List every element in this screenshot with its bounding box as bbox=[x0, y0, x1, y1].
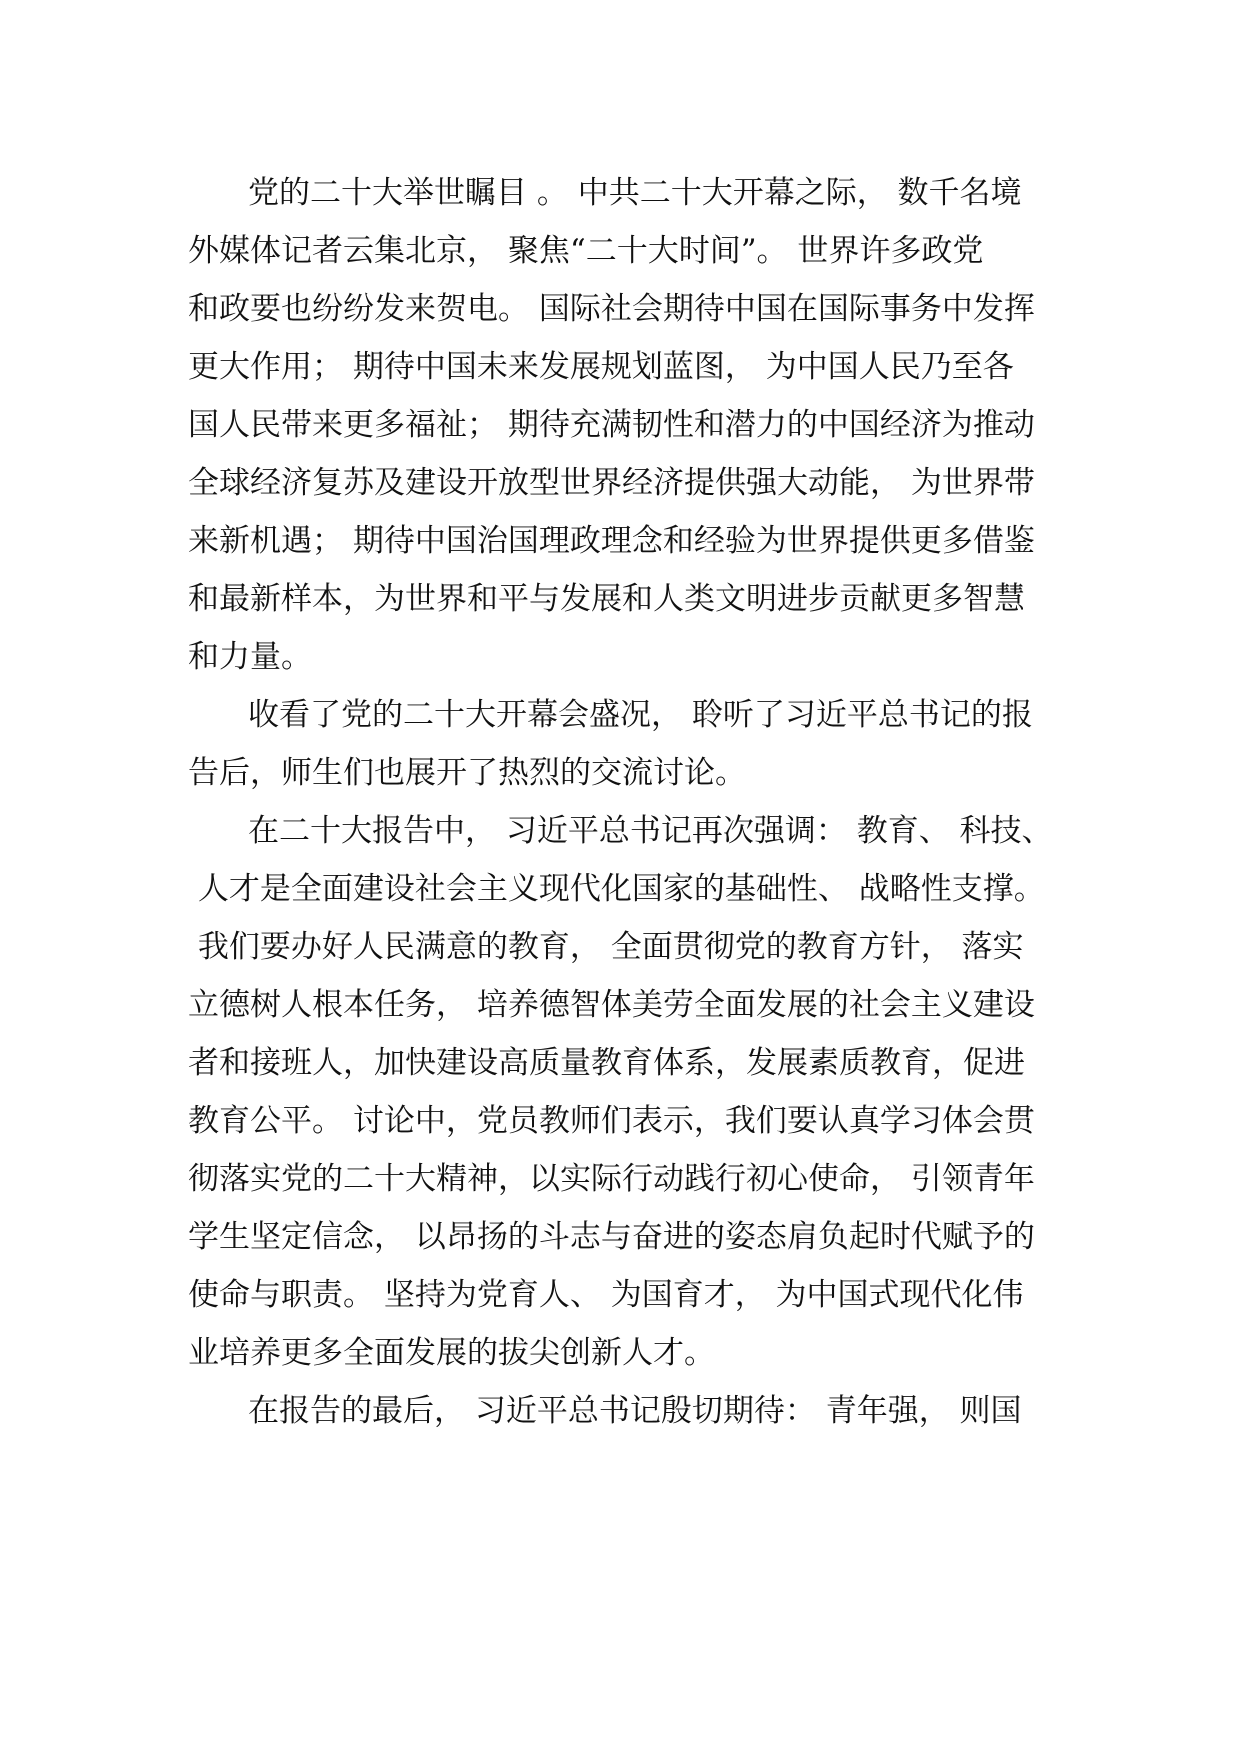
paragraph-3-line-3: 我们要办好人民满意的教育， 全面贯彻党的教育方针， 落实 bbox=[188, 929, 1024, 965]
paragraph-1-line-8: 和最新样本，为世界和平与发展和人类文明进步贡献更多智慧 bbox=[188, 581, 1025, 617]
paragraph-1-line-7: 来新机遇； 期待中国治国理政理念和经验为世界提供更多借鉴 bbox=[188, 523, 1035, 559]
paragraph-1-line-4: 更大作用； 期待中国未来发展规划蓝图， 为中国人民乃至各 bbox=[188, 349, 1014, 385]
paragraph-3-line-7: 彻落实党的二十大精神，以实际行动践行初心使命， 引领青年 bbox=[188, 1161, 1035, 1197]
paragraph-4-line-1: 在报告的最后， 习近平总书记殷切期待： 青年强， 则国 bbox=[248, 1393, 1022, 1429]
paragraph-3-line-1: 在二十大报告中， 习近平总书记再次强调： 教育、 科技、 bbox=[248, 813, 1053, 849]
paragraph-3-line-4: 立德树人根本任务， 培养德智体美劳全面发展的社会主义建设 bbox=[188, 987, 1035, 1023]
paragraph-1-line-2: 外媒体记者云集北京， 聚焦“二十大时间”。 世界许多政党 bbox=[188, 233, 984, 269]
paragraph-3-line-8: 学生坚定信念， 以昂扬的斗志与奋进的姿态肩负起时代赋予的 bbox=[188, 1219, 1035, 1255]
paragraph-3-line-10: 业培养更多全面发展的拔尖创新人才。 bbox=[188, 1335, 715, 1371]
paragraph-3-line-6: 教育公平。 讨论中，党员教师们表示，我们要认真学习体会贯 bbox=[188, 1103, 1035, 1139]
paragraph-1-line-5: 国人民带来更多福祉； 期待充满韧性和潜力的中国经济为推动 bbox=[188, 407, 1035, 443]
paragraph-3-line-5: 者和接班人，加快建设高质量教育体系，发展素质教育，促进 bbox=[188, 1045, 1025, 1081]
paragraph-3-line-9: 使命与职责。 坚持为党育人、 为国育才， 为中国式现代化伟 bbox=[188, 1277, 1024, 1313]
paragraph-1-line-3: 和政要也纷纷发来贺电。 国际社会期待中国在国际事务中发挥 bbox=[188, 291, 1035, 327]
paragraph-2-line-2: 告后，师生们也展开了热烈的交流讨论。 bbox=[188, 755, 746, 791]
paragraph-1-line-1: 党的二十大举世瞩目 。 中共二十大开幕之际， 数千名境 bbox=[248, 175, 1022, 211]
paragraph-2-line-1: 收看了党的二十大开幕会盛况， 聆听了习近平总书记的报 bbox=[248, 697, 1033, 733]
paragraph-1-line-6: 全球经济复苏及建设开放型世界经济提供强大动能， 为世界带 bbox=[188, 465, 1035, 501]
paragraph-3-line-2: 人才是全面建设社会主义现代化国家的基础性、 战略性支撑。 bbox=[188, 871, 1045, 907]
paragraph-1-line-9: 和力量。 bbox=[188, 639, 312, 675]
